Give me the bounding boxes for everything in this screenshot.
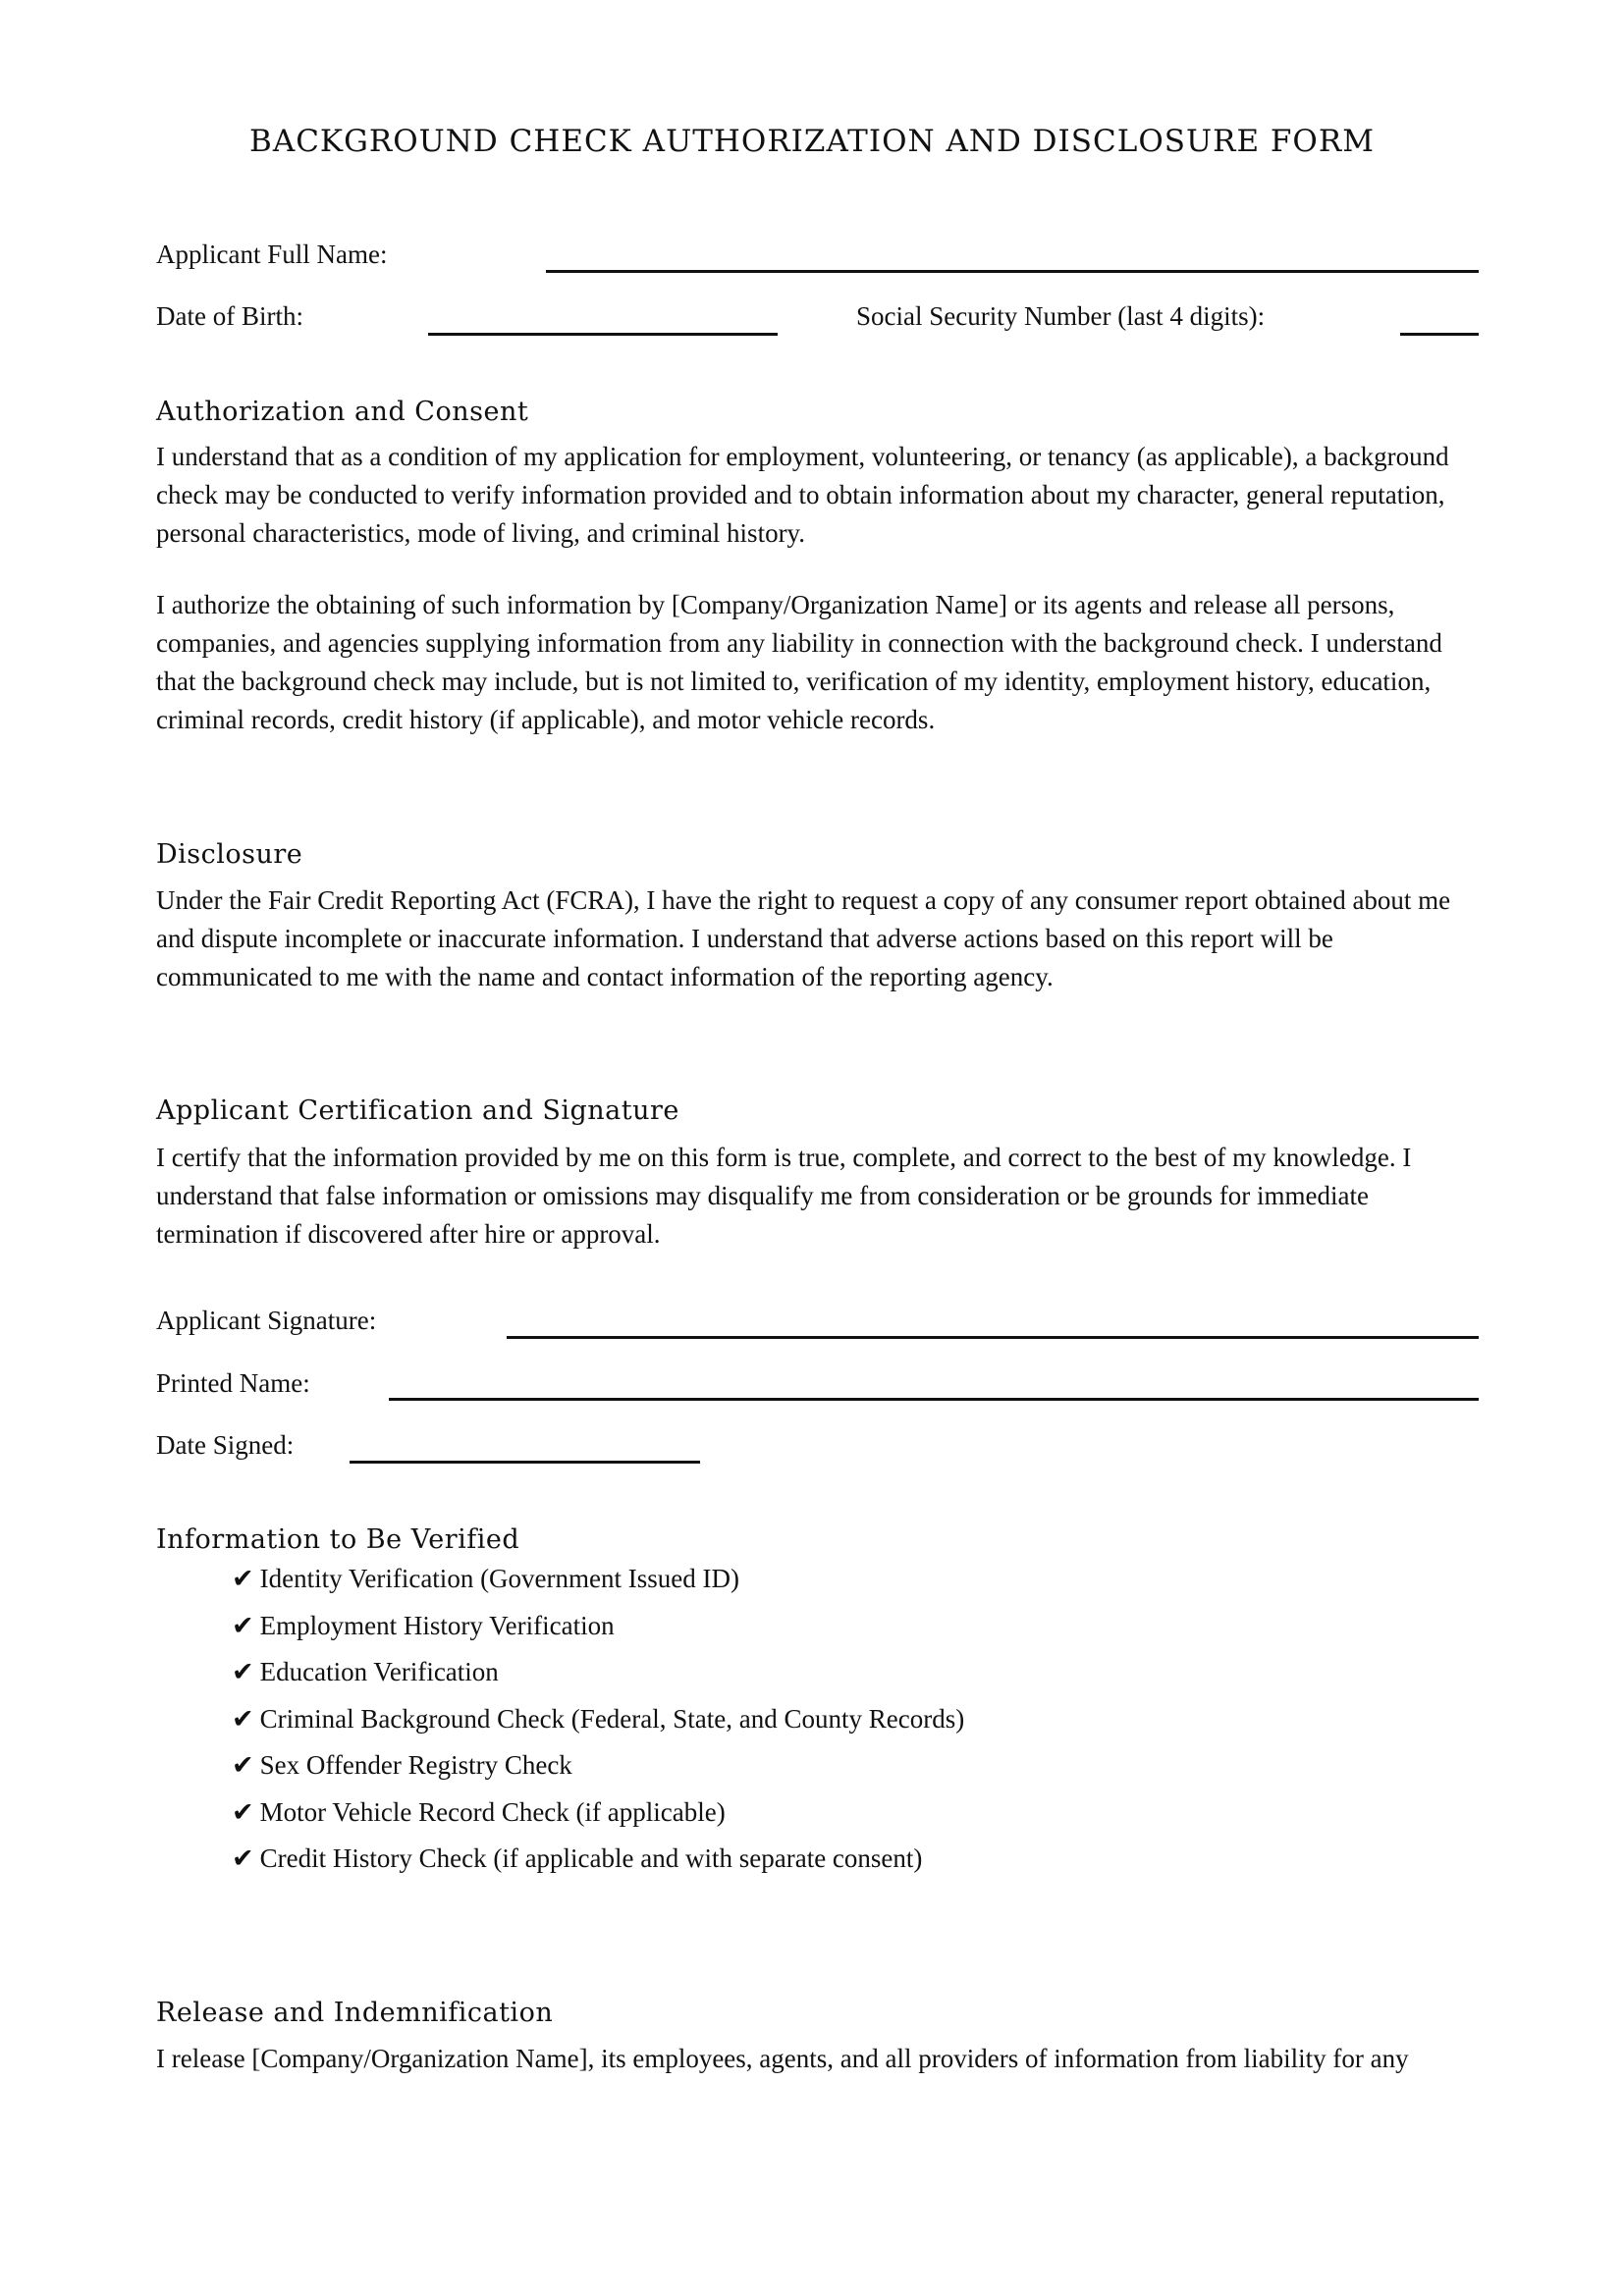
list-item (232, 1696, 964, 1743)
authorization-paragraph-1: I understand that as a condition of my application for employment, volunteering, or tenancy (as applicable), a background check may be conducted to verify information provided and to obtain information about my character, general reputation, personal characteristics, mode of living, and criminal history. (156, 442, 1449, 548)
ssn-label: Social Security Number (last 4 digits): (856, 301, 1266, 331)
list-item-label: Criminal Background Check (Federal, State, and County Records) (259, 1703, 965, 1734)
list-item (232, 1556, 964, 1603)
full-name-field[interactable] (546, 270, 1479, 273)
list-item (232, 1603, 964, 1650)
release-paragraph: I release [Company/Organization Name], its employees, agents, and all providers of information from liability for any (156, 2044, 1409, 2073)
printed-name-field[interactable] (389, 1398, 1479, 1401)
checkmark-icon: ✔ (232, 1610, 254, 1641)
list-item-label: Credit History Check (if applicable and with separate consent) (259, 1843, 923, 1873)
disclosure-heading: Disclosure (156, 839, 303, 870)
form-title: BACKGROUND CHECK AUTHORIZATION AND DISCLOSURE FORM (249, 124, 1375, 159)
list-item-label: Education Verification (259, 1657, 499, 1686)
disclosure-paragraph: Under the Fair Credit Reporting Act (FCRA), I have the right to request a copy of any consumer report obtained about me and dispute incomplete or inaccurate information. I understand that adverse actions based on this report will be communicated to me with the name and contact information of the reporting agency. (156, 885, 1451, 991)
checkmark-icon: ✔ (232, 1796, 254, 1828)
authorization-paragraph-2: I authorize the obtaining of such information by [Company/Organization Name] or its agents and release all persons, companies, and agencies supplying information from any liability in connection with the background check. I understand that the background check may include, but is not limited to, verification of my identity, employment history, education, criminal records, credit history (if applicable), and motor vehicle records. (156, 590, 1442, 734)
checkmark-icon: ✔ (232, 1843, 254, 1874)
full-name-label: Applicant Full Name: (156, 240, 388, 269)
verification-list (232, 1556, 964, 1883)
list-item-label: Motor Vehicle Record Check (if applicable) (259, 1796, 726, 1827)
dob-label: Date of Birth: (156, 301, 303, 331)
dob-field[interactable] (428, 333, 778, 336)
list-item-label: Sex Offender Registry Check (259, 1750, 572, 1780)
release-heading: Release and Indemnification (156, 1998, 554, 2028)
list-item (232, 1836, 964, 1883)
list-item (232, 1789, 964, 1837)
list-item (232, 1649, 964, 1696)
certification-paragraph: I certify that the information provided by me on this form is true, complete, and correct to the best of my knowledge. I understand that false information or omissions may disqualify me from consideration or be grounds for immediate termination if discovered after hire or approval. (156, 1143, 1412, 1249)
list-item-label: Identity Verification (Government Issued ID) (259, 1564, 739, 1593)
verification-heading: Information to Be Verified (156, 1524, 520, 1555)
date-signed-field[interactable] (350, 1461, 700, 1464)
checkmark-icon: ✔ (232, 1750, 254, 1781)
ssn-field[interactable] (1400, 333, 1479, 336)
authorization-heading: Authorization and Consent (156, 397, 529, 427)
checkmark-icon: ✔ (232, 1564, 254, 1594)
printed-name-label: Printed Name: (156, 1368, 310, 1398)
checkmark-icon: ✔ (232, 1703, 254, 1735)
certification-heading: Applicant Certification and Signature (156, 1095, 679, 1126)
checkmark-icon: ✔ (232, 1657, 254, 1687)
signature-field[interactable] (507, 1336, 1479, 1339)
list-item-label: Employment History Verification (259, 1610, 615, 1640)
date-signed-label: Date Signed: (156, 1430, 295, 1460)
list-item (232, 1742, 964, 1789)
signature-label: Applicant Signature: (156, 1306, 377, 1335)
